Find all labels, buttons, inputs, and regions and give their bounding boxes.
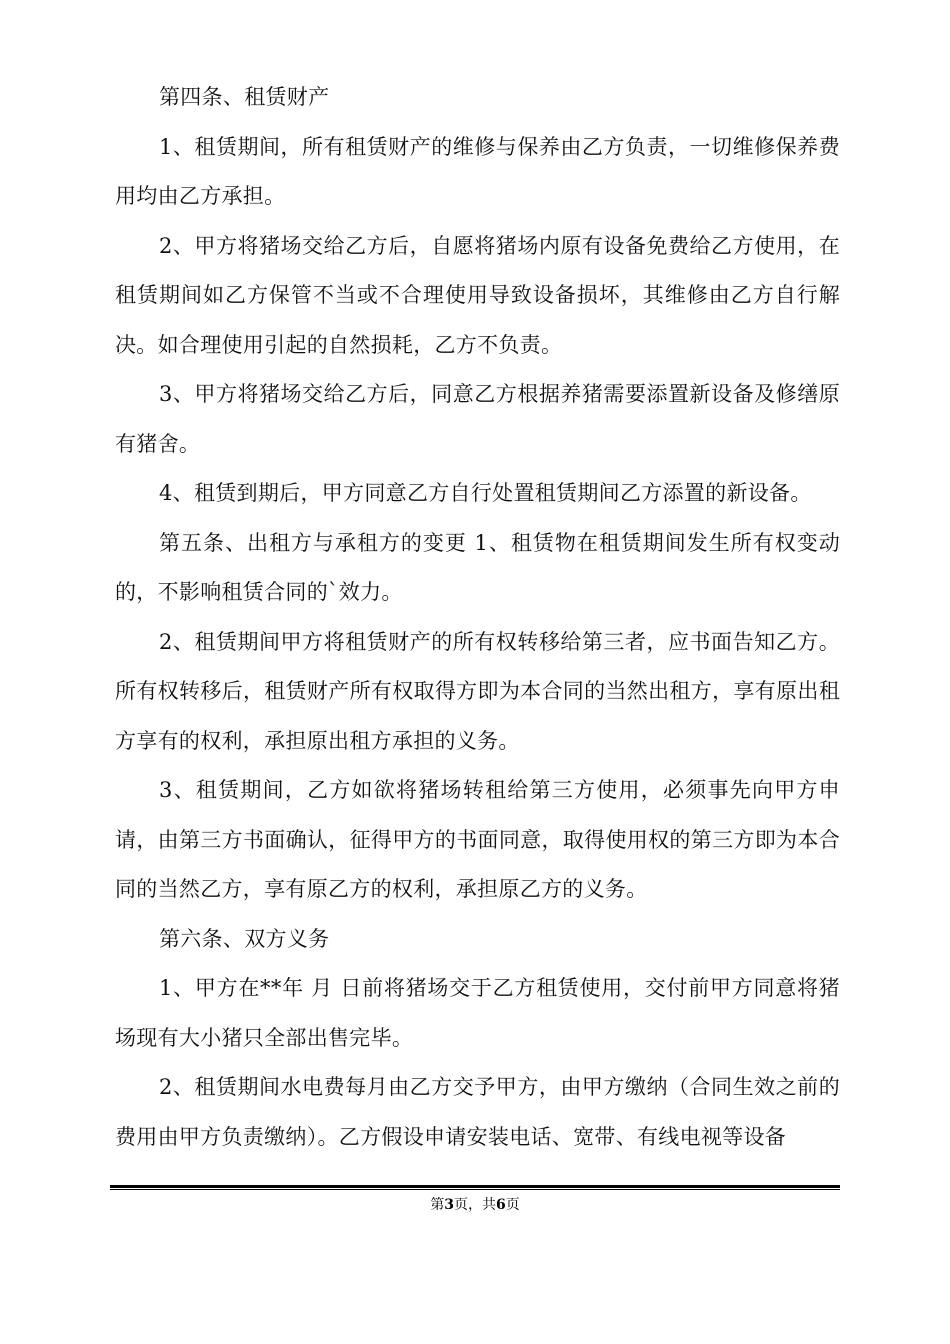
article-heading: 第六条、双方义务 [159,926,330,951]
page-footer [0,1194,950,1214]
footer-divider [110,1185,840,1190]
clause-paragraph: 3、甲方将猪场交给乙方后，同意乙方根据养猪需要添置新设备及修缮原有猪舍。 [115,382,840,456]
document-body [115,73,840,1162]
clause-paragraph: 2、租赁期间甲方将租赁财产的所有权转移给第三者，应书面告知乙方。所有权转移后，租赁财产所有权取得方即为本合同的当然出租方，享有原出租方享有的权利，承担原出租方承担的义务。 [115,629,840,753]
clause-paragraph: 2、租赁期间水电费每月由乙方交予甲方，由甲方缴纳（合同生效之前的费用由甲方负责缴纳）。乙方假设申请安装电话、宽带、有线电视等设备 [115,1075,840,1149]
total-page-number: 6 [496,1197,506,1213]
clause-paragraph: 2、甲方将猪场交给乙方后，自愿将猪场内原有设备免费给乙方使用，在租赁期间如乙方保管不当或不合理使用导致设备损坏，其维修由乙方自行解决。如合理使用引起的自然损耗，乙方不负责。 [115,233,840,357]
footer-middle: 页，共 [454,1197,496,1213]
clause-paragraph: 4、租赁到期后，甲方同意乙方自行处置租赁期间乙方添置的新设备。 [159,481,812,505]
clause-paragraph: 第五条、出租方与承租方的变更 1、租赁物在租赁期间发生所有权变动的，不影响租赁合同的`效力。 [115,530,840,604]
clause-paragraph: 1、甲方在**年 月 日前将猪场交于乙方租赁使用，交付前甲方同意将猪场现有大小猪只全部出售完毕。 [115,976,840,1050]
footer-suffix: 页 [505,1197,520,1213]
clause-paragraph: 3、租赁期间，乙方如欲将猪场转租给第三方使用，必须事先向甲方申请，由第三方书面确认，征得甲方的书面同意，取得使用权的第三方即为本合同的当然乙方，享有原乙方的权利，承担原乙方的义务。 [115,778,840,901]
footer-prefix: 第 [430,1197,445,1213]
article-heading: 第四条、租赁财产 [159,85,330,109]
current-page-number: 3 [444,1197,454,1213]
clause-paragraph: 1、租赁期间，所有租赁财产的维修与保养由乙方负责，一切维修保养费用均由乙方承担。 [115,134,840,208]
